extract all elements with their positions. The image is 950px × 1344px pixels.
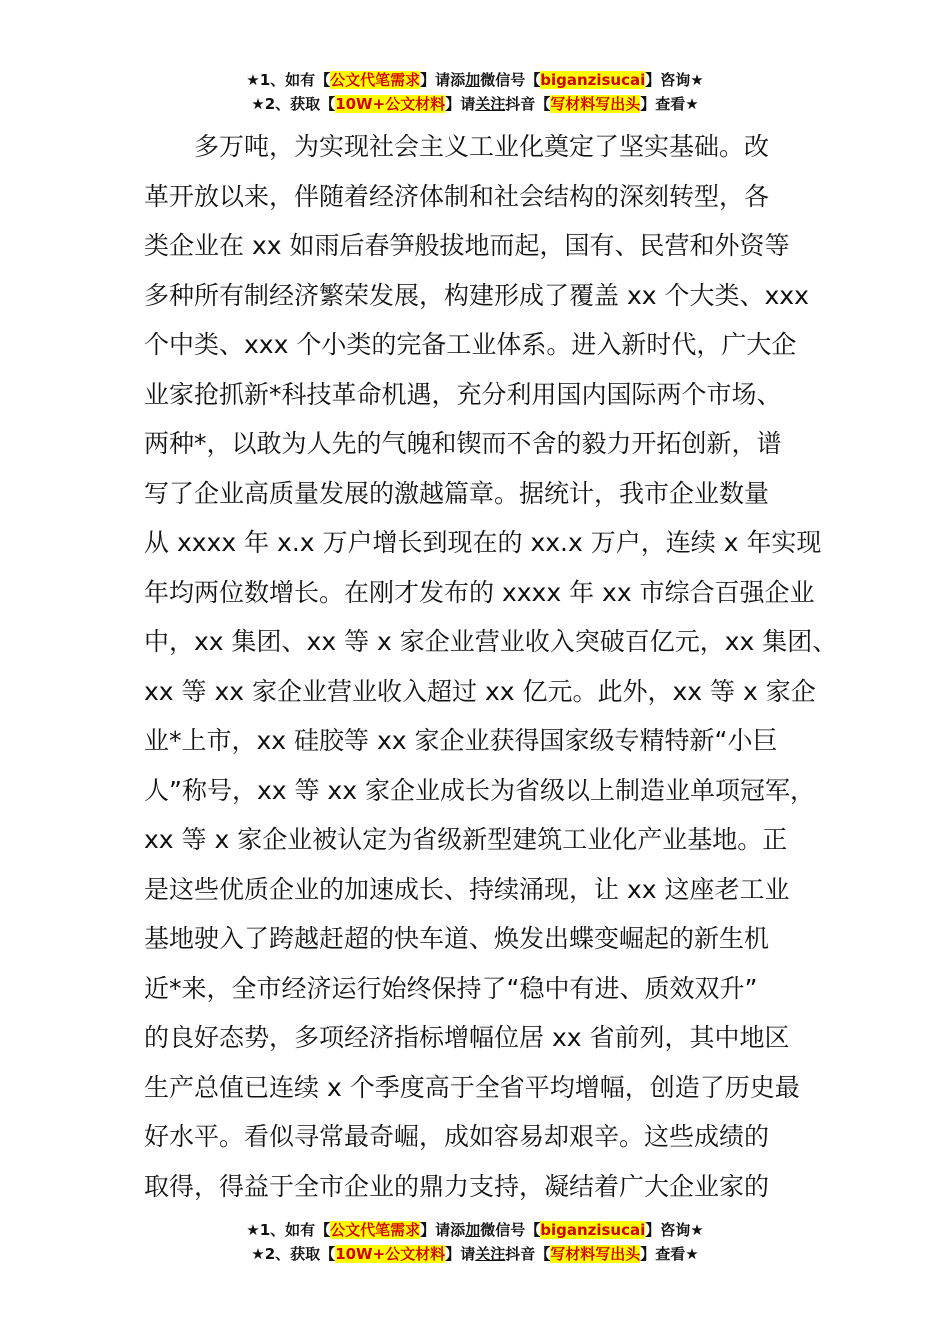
text-line: 类企业在 xx 如雨后春笋般拔地而起，国有、民营和外资等 [144, 231, 790, 260]
text-line: 写了企业高质量发展的激越篇章。据统计，我市企业数量 [144, 478, 770, 508]
wechat-id-highlight: biganzisucai [540, 1221, 646, 1239]
banner-text: 】咨询★ [645, 1221, 704, 1239]
text-line: 个中类、xxx 个小类的完备工业体系。进入新时代，广大企 [144, 330, 797, 359]
text-line: 人”称号，xx 等 xx 家企业成长为省级以上制造业单项冠军， [144, 775, 815, 805]
underlined-text: 加 [465, 71, 481, 89]
footer-banner [0, 1218, 950, 1266]
text-line: 多万吨，为实现社会主义工业化奠定了坚实基础。改 [194, 132, 770, 161]
banner-text: ★1、如有【 [246, 71, 331, 89]
banner-text: 】请 [445, 1245, 476, 1263]
banner-text: 】查看★ [640, 95, 699, 113]
text-line: 是这些优质企业的加速成长、持续涌现，让 xx 这座老工业 [144, 874, 790, 904]
douyin-id-highlight: 写材料写出头 [550, 1245, 641, 1263]
text-line: 从 xxxx 年 x.x 万户增长到现在的 xx.x 万户，连续 x 年实现 [144, 528, 822, 557]
underlined-text: 关注 [475, 95, 506, 113]
text-line: 多种所有制经济繁荣发展，构建形成了覆盖 xx 个大类、xxx [144, 280, 809, 310]
highlight-text: 公文代笔需求 [330, 1221, 421, 1239]
banner-text: 】请 [445, 95, 476, 113]
header-banner [0, 68, 950, 116]
text-line: 中，xx 集团、xx 等 x 家企业营业收入突破百亿元，xx 集团、 [144, 627, 838, 656]
highlight-text: 10W+公文材料 [335, 1245, 446, 1263]
banner-line-1 [0, 1218, 950, 1242]
banner-line-2 [0, 92, 950, 116]
text-line: 业家抢抓新*科技革命机遇，充分利用国内国际两个市场、 [144, 379, 782, 409]
highlight-text: 10W+公文材料 [335, 95, 446, 113]
text-line: 好水平。看似寻常最奇崛，成如容易却艰辛。这些成绩的 [144, 1122, 770, 1151]
body-paragraph [144, 122, 838, 1211]
underlined-text: 关注 [475, 1245, 506, 1263]
text-line: 革开放以来，伴随着经济体制和社会结构的深刻转型，各 [144, 181, 770, 211]
text-line: 年均两位数增长。在刚才发布的 xxxx 年 xx 市综合百强企业 [144, 577, 815, 607]
banner-text: 】请添 [420, 1221, 466, 1239]
banner-text: 微信号【 [480, 71, 541, 89]
banner-text: 抖音【 [505, 95, 551, 113]
banner-line-2 [0, 1242, 950, 1266]
text-line: 取得，得益于全市企业的鼎力支持，凝结着广大企业家的 [144, 1171, 770, 1201]
text-line: 生产总值已连续 x 个季度高于全省平均增幅，创造了历史最 [144, 1072, 800, 1102]
banner-text: 】咨询★ [645, 71, 704, 89]
banner-text: 抖音【 [505, 1245, 551, 1263]
wechat-id-highlight: biganzisucai [540, 71, 646, 89]
banner-text: 微信号【 [480, 1221, 541, 1239]
banner-line-1 [0, 68, 950, 92]
douyin-id-highlight: 写材料写出头 [550, 95, 641, 113]
text-line: 业*上市，xx 硅胶等 xx 家企业获得国家级专精特新“小巨 [144, 726, 778, 755]
banner-text: 】请添 [420, 71, 466, 89]
text-line: xx 等 x 家企业被认定为省级新型建筑工业化产业基地。正 [144, 825, 788, 854]
text-line: 两种*，以敢为人先的气魄和锲而不舍的毅力开拓创新，谱 [144, 429, 782, 458]
banner-text: ★2、获取【 [251, 95, 336, 113]
banner-text: 】查看★ [640, 1245, 699, 1263]
banner-text: ★1、如有【 [246, 1221, 331, 1239]
highlight-text: 公文代笔需求 [330, 71, 421, 89]
text-line: xx 等 xx 家企业营业收入超过 xx 亿元。此外，xx 等 x 家企 [144, 676, 816, 706]
banner-text: ★2、获取【 [251, 1245, 336, 1263]
text-line: 基地驶入了跨越赶超的快车道、焕发出蝶变崛起的新生机 [144, 924, 770, 953]
text-line: 近*来，全市经济运行始终保持了“稳中有进、质效双升” [144, 973, 758, 1003]
text-line: 的良好态势，多项经济指标增幅位居 xx 省前列，其中地区 [144, 1023, 790, 1052]
underlined-text: 加 [465, 1221, 481, 1239]
